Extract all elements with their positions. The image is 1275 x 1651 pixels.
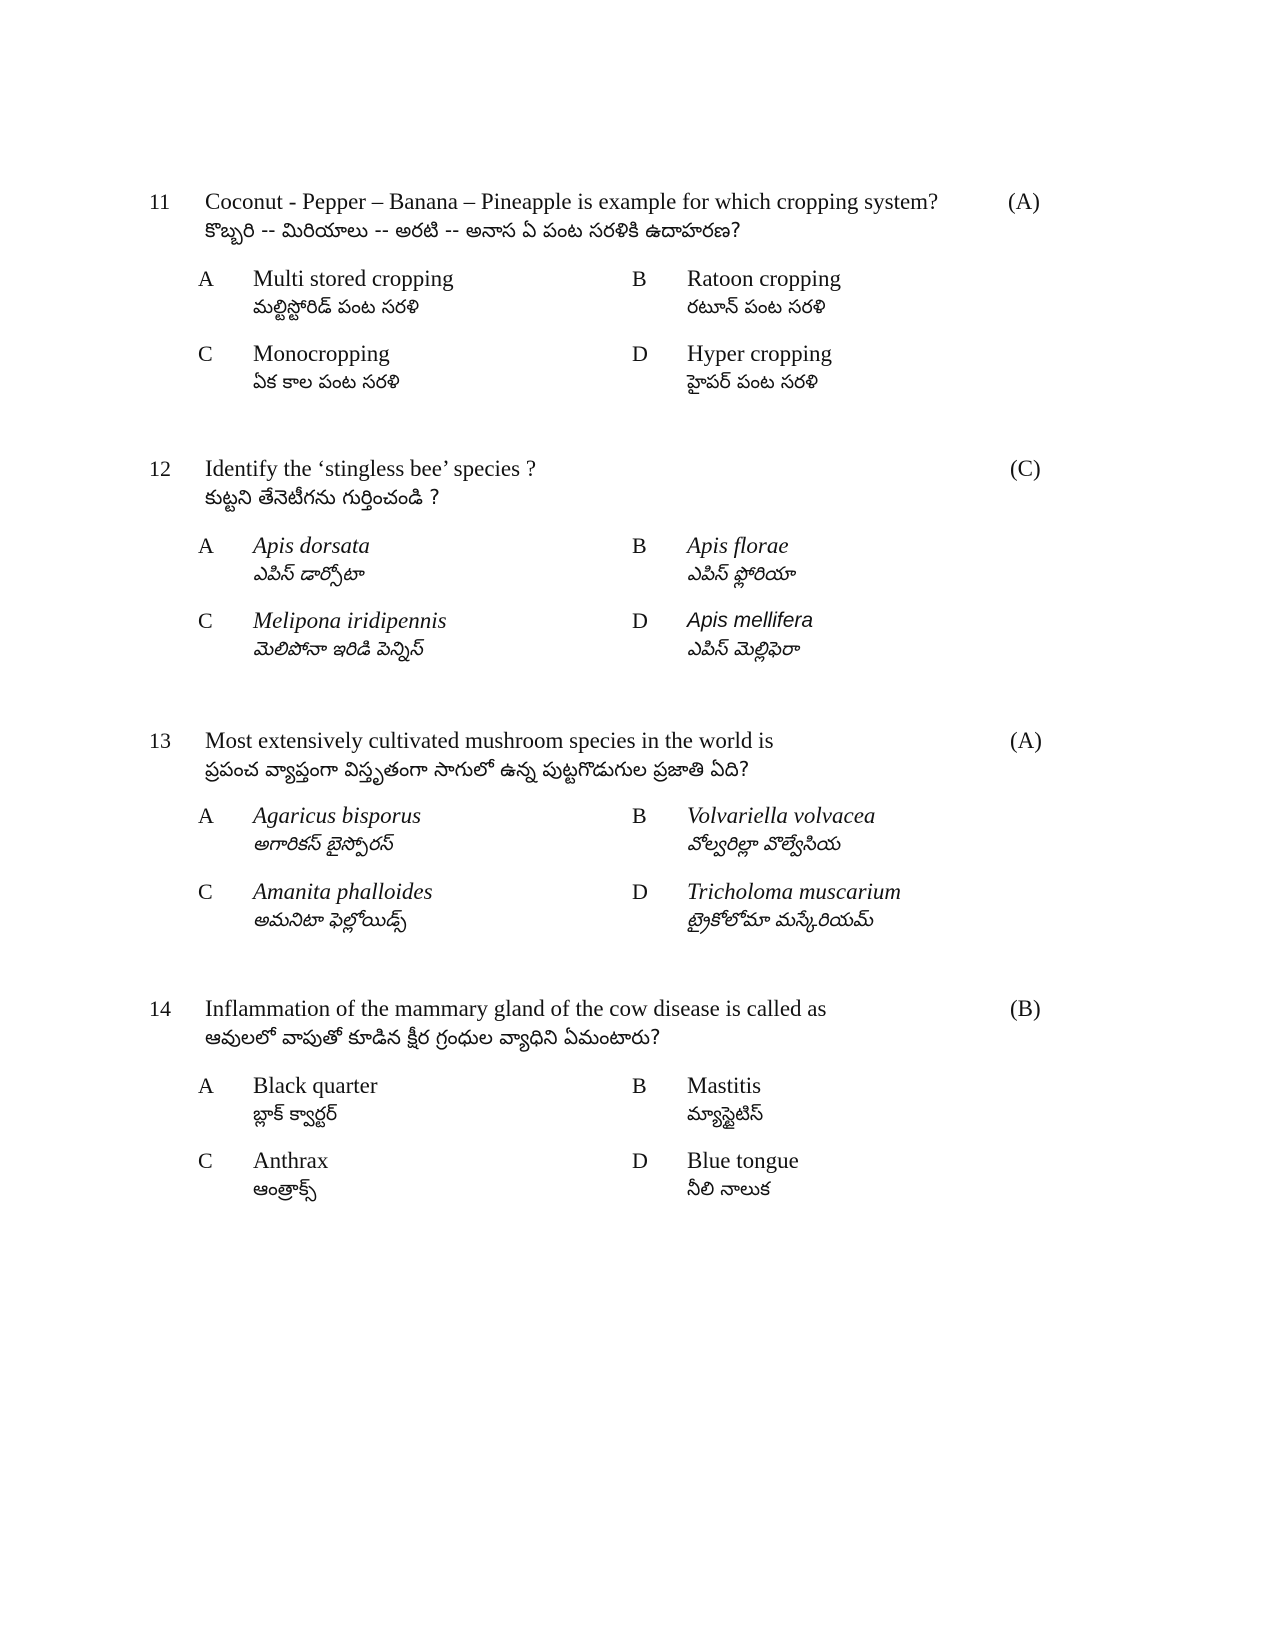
option-text-telugu: ఎపిస్ మెల్లిఫెరా xyxy=(687,638,799,660)
option-text-english: Apis mellifera xyxy=(687,609,814,632)
option-text-english: Tricholoma muscarium xyxy=(687,879,902,904)
question-number: 12 xyxy=(149,456,171,481)
answer-key: (B) xyxy=(1010,996,1041,1021)
answer-key: (A) xyxy=(1010,728,1042,753)
option-letter: A xyxy=(198,266,214,291)
question-text-telugu: కుట్టని తేనెటీగను గుర్తించండి ? xyxy=(205,485,440,509)
option-text-telugu: హైపర్ పంట సరళి xyxy=(687,371,819,393)
option-letter: A xyxy=(198,803,214,828)
option-letter: C xyxy=(198,1148,213,1173)
option-text-telugu: రటూన్ పంట సరళి xyxy=(687,296,826,318)
question-number: 14 xyxy=(149,996,171,1021)
option-letter: B xyxy=(632,533,647,558)
answer-key: (C) xyxy=(1010,456,1041,481)
option-text-english: Anthrax xyxy=(253,1148,329,1173)
option-text-telugu: అగారికస్ బైస్పోరస్ xyxy=(253,833,393,855)
option-text-english: Mastitis xyxy=(687,1073,762,1098)
question-number: 13 xyxy=(149,728,171,753)
option-text-english: Hyper cropping xyxy=(687,341,832,366)
option-text-english: Apis dorsata xyxy=(253,533,370,558)
option-letter: B xyxy=(632,266,647,291)
answer-key: (A) xyxy=(1008,189,1040,214)
question-text-english: Inflammation of the mammary gland of the cow disease is called as xyxy=(205,996,827,1021)
option-text-english: Apis florae xyxy=(687,533,789,558)
option-text-telugu: మ్యాస్టైటిస్ xyxy=(687,1103,764,1125)
option-letter: B xyxy=(632,803,647,828)
question-text-english: Coconut - Pepper – Banana – Pineapple is example for which cropping system? xyxy=(205,189,939,214)
option-text-telugu: మెలిపోనా ఇరిడి పెన్నిస్ xyxy=(253,638,423,660)
option-text-english: Agaricus bisporus xyxy=(253,803,422,828)
option-letter: D xyxy=(632,1148,648,1173)
question-text-telugu: ప్రపంచ వ్యాప్తంగా విస్తృతంగా సాగులో ఉన్న పుట్టగొడుగుల ప్రజాతి ఏది? xyxy=(205,757,750,781)
option-letter: C xyxy=(198,879,213,904)
option-text-telugu: నీలి నాలుక xyxy=(687,1178,771,1200)
question-text-english: Identify the ‘stingless bee’ species ? xyxy=(205,456,537,481)
option-letter: C xyxy=(198,341,213,366)
option-text-english: Black quarter xyxy=(253,1073,378,1098)
option-letter: D xyxy=(632,341,648,366)
option-text-telugu: బ్లాక్ క్వార్టర్ xyxy=(253,1103,338,1125)
option-letter: A xyxy=(198,1073,214,1098)
option-text-telugu: మల్టిస్టోరిడ్ పంట సరళి xyxy=(253,296,420,318)
option-text-english: Monocropping xyxy=(253,341,390,366)
option-text-english: Amanita phalloides xyxy=(253,879,433,904)
question-text-english: Most extensively cultivated mushroom species in the world is xyxy=(205,728,774,753)
question-number: 11 xyxy=(149,189,171,214)
question-text-telugu: ఆవులలో వాపుతో కూడిన క్షీర గ్రంధుల వ్యాధిని ఏమంటారు? xyxy=(205,1025,661,1049)
option-letter: D xyxy=(632,608,648,633)
option-letter: D xyxy=(632,879,648,904)
option-text-english: Ratoon cropping xyxy=(687,266,841,291)
option-letter: A xyxy=(198,533,214,558)
option-text-english: Multi stored cropping xyxy=(253,266,454,291)
option-text-english: Melipona iridipennis xyxy=(253,608,447,633)
option-text-telugu: ఏక కాల పంట సరళి xyxy=(253,371,400,393)
option-letter: B xyxy=(632,1073,647,1098)
option-text-telugu: అమనిటా ఫెల్లోయిడ్స్ xyxy=(253,909,407,931)
option-text-telugu: ఎపిస్ డార్సోటా xyxy=(253,563,364,585)
option-text-telugu: ఆంత్రాక్స్ xyxy=(253,1178,317,1200)
option-text-telugu: ఎపిస్ ఫ్లోరియా xyxy=(687,563,795,585)
option-text-english: Volvariella volvacea xyxy=(687,803,876,828)
option-letter: C xyxy=(198,608,213,633)
option-text-telugu: వోల్వరిల్లా వొల్వేసియ xyxy=(687,833,841,855)
option-text-telugu: ట్రైకోలోమా మస్కేరియమ్ xyxy=(687,909,873,931)
question-text-telugu: కొబ్బరి -- మిరియాలు -- అరటి -- అనాస ఏ పంట సరళికి ఉదాహరణ? xyxy=(205,218,742,242)
option-text-english: Blue tongue xyxy=(687,1148,799,1173)
